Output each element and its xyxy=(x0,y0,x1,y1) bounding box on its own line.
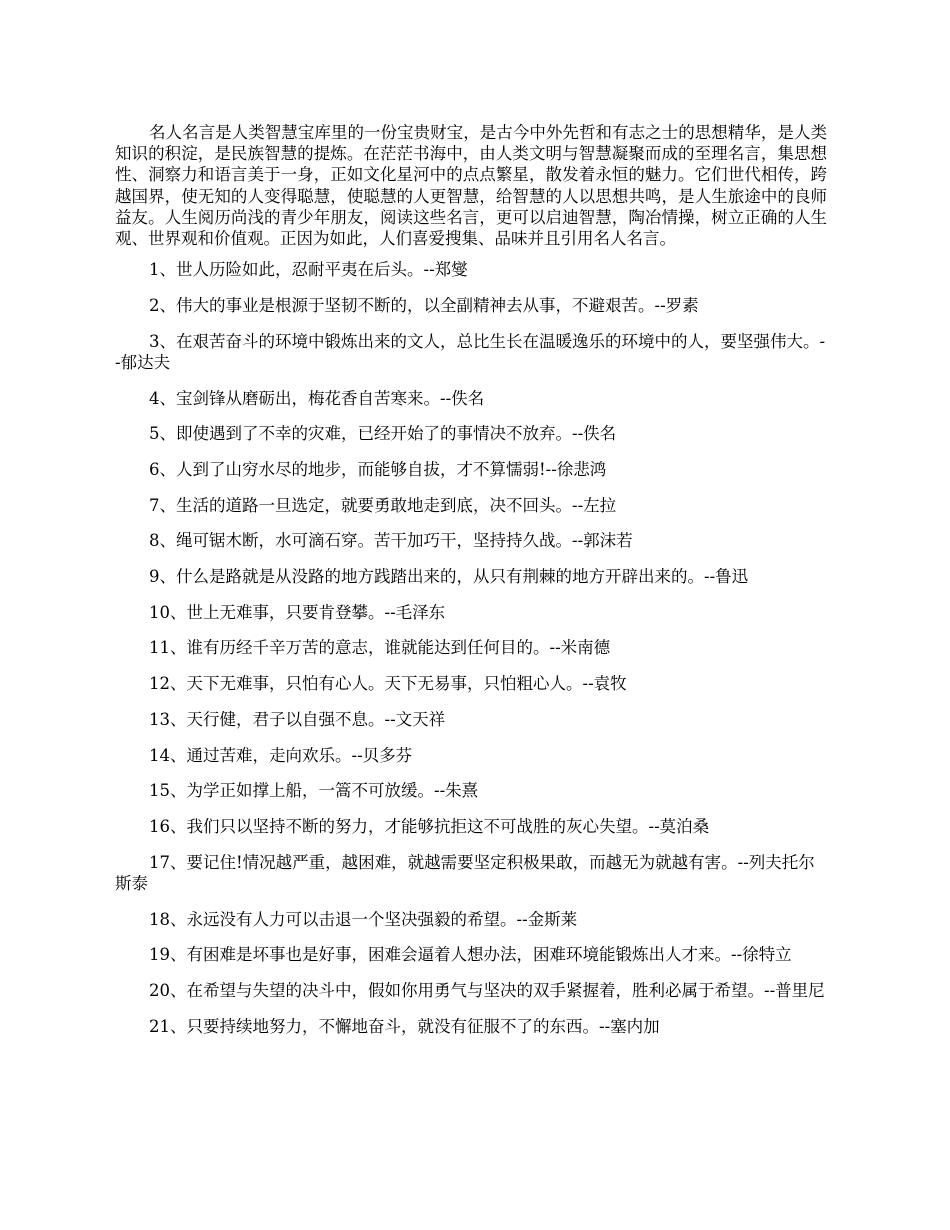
quote-item: 19、有困难是坏事也是好事，困难会逼着人想办法，困难环境能锻炼出人才来。--徐特立 xyxy=(149,945,792,965)
quote-item: 21、只要持续地努力，不懈地奋斗，就没有征服不了的东西。--塞内加 xyxy=(149,1016,660,1036)
quote-item: 16、我们只以坚持不断的努力，才能够抗拒这不可战胜的灰心失望。--莫泊桑 xyxy=(149,816,710,836)
quote-item: 1、世人历险如此，忍耐平夷在后头。--郑燮 xyxy=(149,260,468,280)
quote-item: 11、谁有历经千辛万苦的意志，谁就能达到任何目的。--米南德 xyxy=(149,638,611,658)
quote-item: 4、宝剑锋从磨砺出，梅花香自苦寒来。--佚名 xyxy=(149,388,485,408)
quote-item: 3、在艰苦奋斗的环境中锻炼出来的文人，总比生长在温暖逸乐的环境中的人，要坚强伟大。--郁达夫 xyxy=(115,331,826,372)
quote-item: 5、即使遇到了不幸的灾难，已经开始了的事情决不放弃。--佚名 xyxy=(149,424,617,444)
quote-item: 20、在希望与失望的决斗中，假如你用勇气与坚决的双手紧握着，胜利必属于希望。--普里尼 xyxy=(149,980,825,1000)
quote-item: 2、伟大的事业是根源于坚韧不断的，以全副精神去从事，不避艰苦。--罗素 xyxy=(149,295,699,315)
quote-item: 14、通过苦难，走向欢乐。--贝多芬 xyxy=(149,745,413,765)
quote-item: 6、人到了山穷水尽的地步，而能够自拔，才不算懦弱!--徐悲鸿 xyxy=(149,459,607,479)
quote-item: 18、永远没有人力可以击退一个坚决强毅的希望。--金斯莱 xyxy=(149,909,578,929)
quote-item: 7、生活的道路一旦选定，就要勇敢地走到底，决不回头。--左拉 xyxy=(149,495,617,515)
intro-paragraph: 名人名言是人类智慧宝库里的一份宝贵财宝，是古今中外先哲和有志之士的思想精华，是人类知识的积淀，是民族智慧的提炼。在茫茫书海中，由人类文明与智慧凝聚而成的至理名言，集思想性、洞察力和语言美于一身，正如文化星河中的点点繁星，散发着永恒的魅力。它们世代相传，跨越国界，使无知的人变得聪慧，使聪慧的人更智慧，给智慧的人以思想共鸣，是人生旅途中的良师益友。人生阅历尚浅的青少年朋友，阅读这些名言，更可以启迪智慧，陶冶情操，树立正确的人生观、世界观和价值观。正因为如此，人们喜爱搜集、品味并且引用名人名言。 xyxy=(115,123,827,249)
quote-item: 10、世上无难事，只要肯登攀。--毛泽东 xyxy=(149,602,446,622)
quote-item: 9、什么是路就是从没路的地方践踏出来的，从只有荆棘的地方开辟出来的。--鲁迅 xyxy=(149,567,749,587)
quote-item: 17、要记住!情况越严重，越困难，就越需要坚定积极果敢，而越无为就越有害。--列夫托尔斯泰 xyxy=(115,852,815,893)
quote-item: 8、绳可锯木断，水可滴石穿。苦干加巧干，坚持持久战。--郭沫若 xyxy=(149,531,633,551)
quote-item: 12、天下无难事，只怕有心人。天下无易事，只怕粗心人。--袁牧 xyxy=(149,674,627,694)
quote-item: 13、天行健，君子以自强不息。--文天祥 xyxy=(149,709,446,729)
quote-item: 15、为学正如撑上船，一篙不可放缓。--朱熹 xyxy=(149,781,479,801)
